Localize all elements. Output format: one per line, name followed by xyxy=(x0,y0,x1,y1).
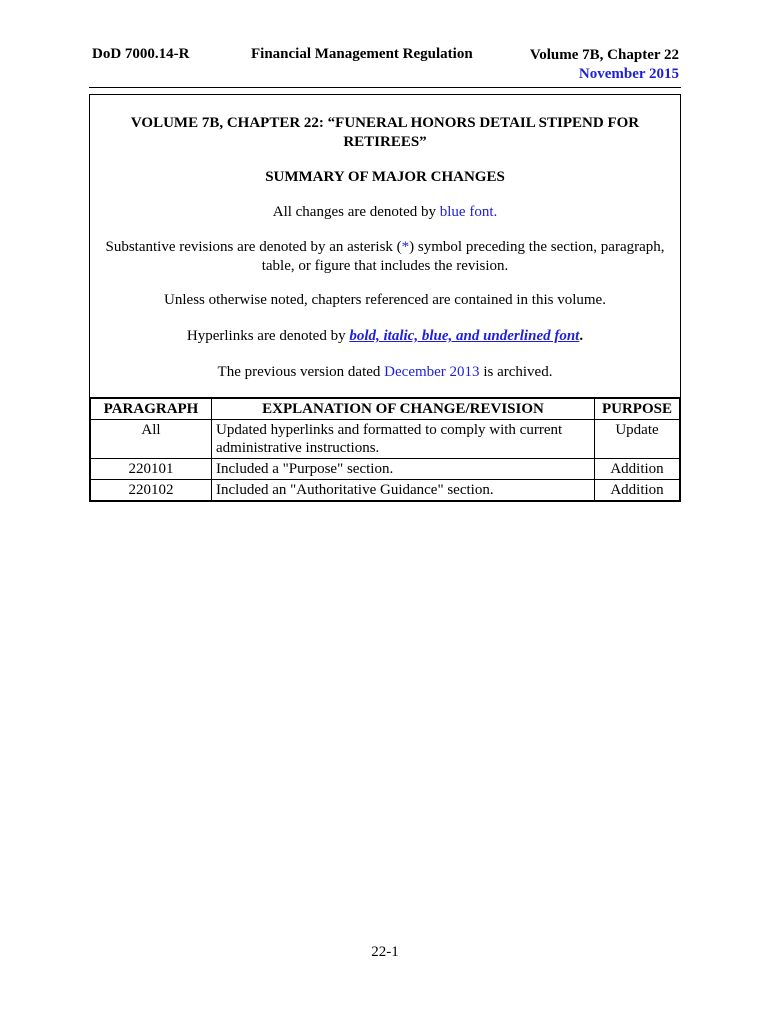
row-explanation: Included an "Authoritative Guidance" section. xyxy=(212,480,595,502)
volume-chapter-block xyxy=(530,46,679,84)
table-row xyxy=(90,459,680,480)
table-row xyxy=(90,420,680,459)
previous-version-link[interactable]: December 2013 xyxy=(384,364,480,380)
blue-font-text: blue font. xyxy=(439,204,498,220)
changes-note xyxy=(90,203,680,222)
summary-heading: SUMMARY OF MAJOR CHANGES xyxy=(265,169,505,185)
summary-box xyxy=(89,94,681,397)
doc-id: DoD 7000.14-R xyxy=(92,46,190,62)
row-purpose: Addition xyxy=(595,459,681,480)
archive-note-suffix: is archived. xyxy=(479,364,553,380)
col-paragraph-header: PARAGRAPH xyxy=(90,398,212,420)
row-explanation: Updated hyperlinks and formatted to comply with current administrative instructions. xyxy=(212,420,595,459)
hyperlink-note xyxy=(90,327,680,346)
references-note: Unless otherwise noted, chapters referenced are contained in this volume. xyxy=(164,292,606,308)
chapter-title: VOLUME 7B, CHAPTER 22: “FUNERAL HONORS DETAIL STIPEND FOR RETIREES” xyxy=(130,115,640,150)
page-number: 22-1 xyxy=(371,944,399,960)
table-header-row xyxy=(90,398,680,420)
archive-note xyxy=(90,363,680,382)
header-rule xyxy=(89,87,681,88)
asterisk-note-prefix: Substantive revisions are denoted by an asterisk ( xyxy=(105,239,402,255)
row-paragraph: All xyxy=(90,420,212,459)
changes-note-text: All changes are denoted by xyxy=(272,204,440,220)
col-explanation-header: EXPLANATION OF CHANGE/REVISION xyxy=(212,398,595,420)
archive-note-prefix: The previous version dated xyxy=(217,364,385,380)
row-purpose: Update xyxy=(595,420,681,459)
hyperlink-note-prefix: Hyperlinks are denoted by xyxy=(186,328,350,344)
row-purpose: Addition xyxy=(595,480,681,502)
volume-chapter: Volume 7B, Chapter 22 xyxy=(529,47,679,63)
changes-table xyxy=(89,397,681,502)
row-explanation: Included a "Purpose" section. xyxy=(212,459,595,480)
row-paragraph: 220101 xyxy=(90,459,212,480)
col-purpose-header: PURPOSE xyxy=(595,398,681,420)
asterisk-note xyxy=(90,238,680,276)
doc-title: Financial Management Regulation xyxy=(251,46,473,62)
revision-date: November 2015 xyxy=(578,66,679,82)
hyperlink-style-example: bold, italic, blue, and underlined font xyxy=(349,328,580,344)
asterisk-symbol: * xyxy=(401,239,410,255)
table-row xyxy=(90,480,680,502)
asterisk-note-suffix: ) symbol preceding the section, paragraph, table, or figure that includes the revision. xyxy=(261,239,665,274)
row-paragraph: 220102 xyxy=(90,480,212,502)
hyperlink-note-suffix: . xyxy=(579,328,584,344)
